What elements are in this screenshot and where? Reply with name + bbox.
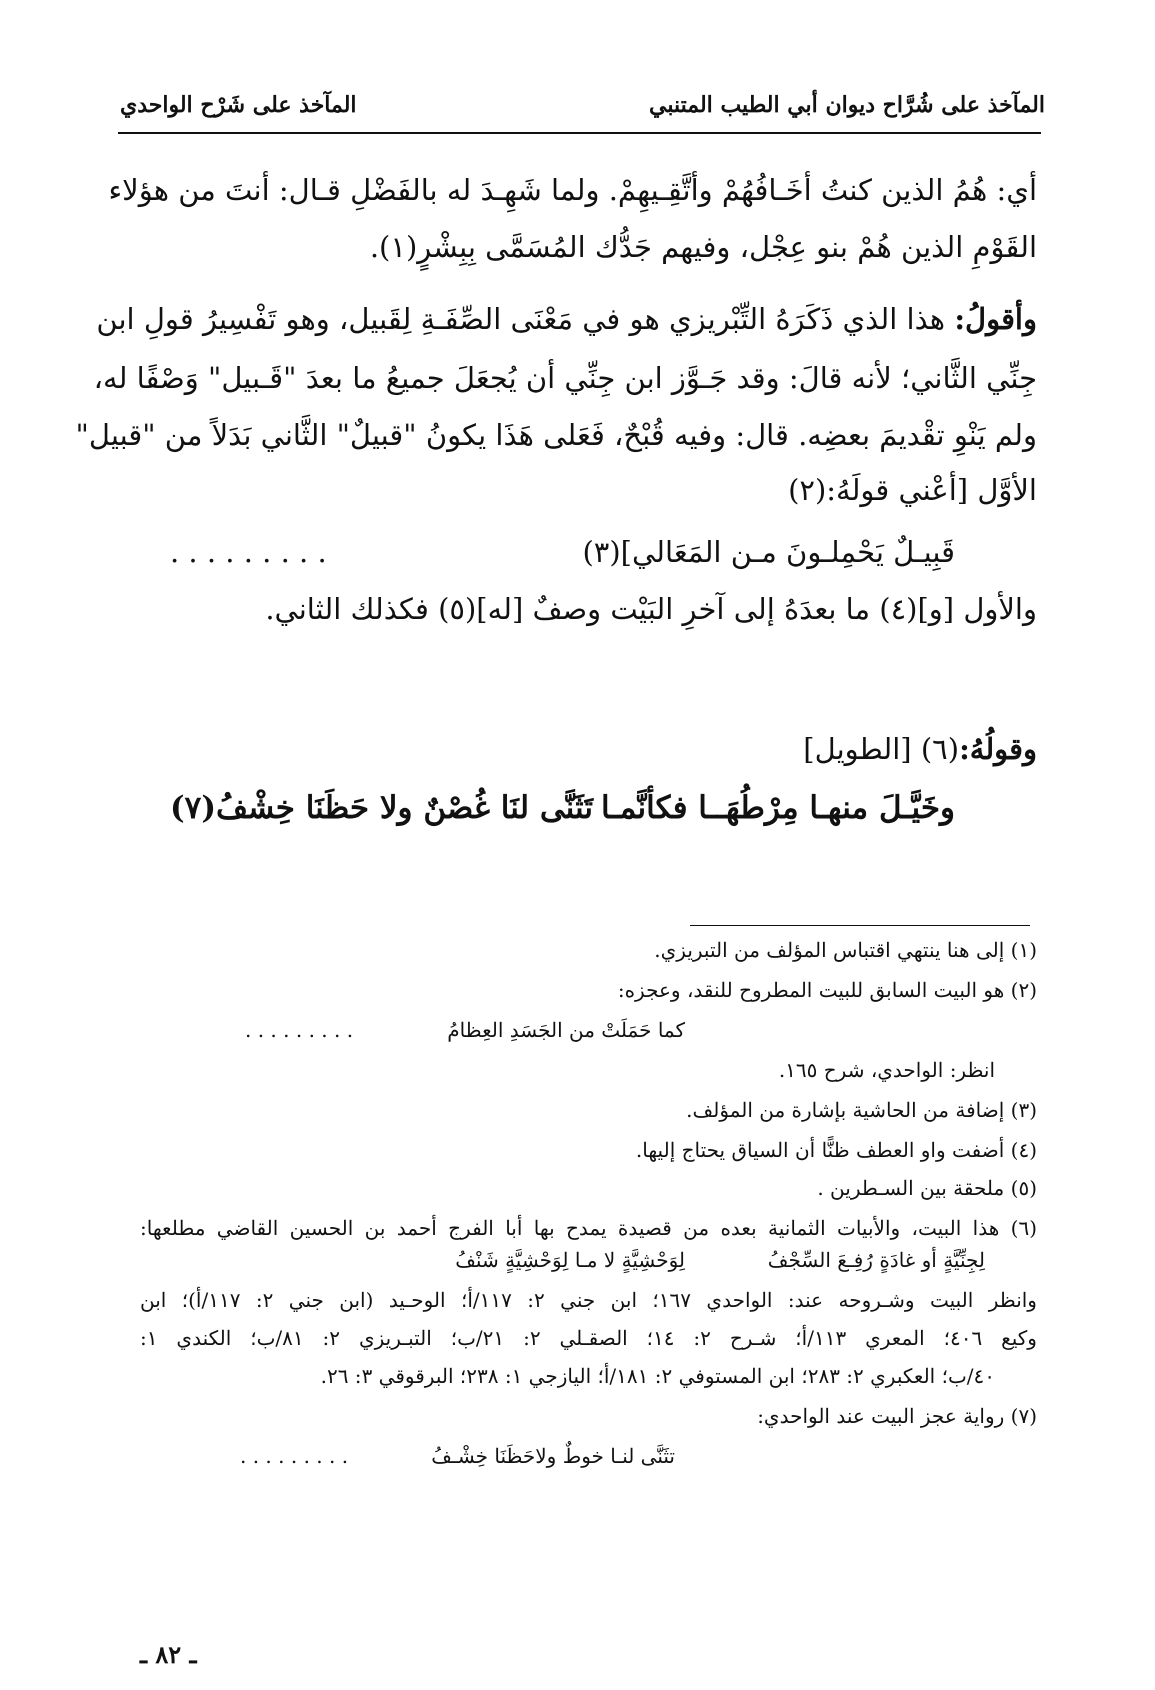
body-line-4: جِنِّي الثَّاني؛ لأنه قالَ: وقد جَـوَّز ابن جِنِّي أن يُجعَلَ جميعُ ما بعدَ "قَـبيل" وَصْفًا له، [93, 361, 1037, 395]
verse-1 [170, 535, 955, 571]
footnote-1: (١) إلى هنا ينتهي اقتباس المؤلف من التبريزي. [654, 938, 1037, 962]
footnote-6: (٦) هذا البيت، والأبيات الثمانية بعده من قصيدة يمدح بها أبا الفرج أحمد بن الحسين القاضي مطلعها: [140, 1216, 1037, 1240]
verse-2-second-hemistich: تَثَنَّى لنَا غُصْنٌ ولا حَظَنَا خِشْفُ(٧) [170, 790, 594, 826]
footnote-6-sources-3: ٤٠/ب؛ العكبري ٢: ٢٨٣؛ ابن المستوفي ٢: ١٨١/أ؛ اليازجي ١: ٢٣٨؛ البرقوقي ٣: ٢٦. [320, 1364, 995, 1388]
footnote-6-verse-second: لِوَحْشِيَّةٍ لا مـا لِوَحْشِيَّةٍ شَنْفُ [455, 1248, 685, 1272]
body-line-8 [803, 732, 1037, 766]
footnote-2-verse: كما حَمَلَتْ من الجَسَدِ العِظامُ [447, 1018, 685, 1042]
verse-2-first-hemistich: وخَيَّـلَ منهـا مِرْطُهَــا فكأنَّمـا [601, 790, 955, 826]
body-line-2: القَوْمِ الذين هُمْ بنو عِجْل، وفيهم جَدُّك المُسَمَّى بِبِشْرٍ(١). [369, 230, 1037, 264]
footnote-7: (٧) رواية عجز البيت عند الواحدي: [757, 1404, 1037, 1428]
footnote-4: (٤) أضفت واو العطف ظنًّا أن السياق يحتاج إليها. [635, 1138, 1037, 1162]
header-rule [118, 132, 1041, 134]
footnote-6-verse-first: لِجِنِّيَّةٍ أو غادَةٍ رُفِـعَ السِّجْفُ [767, 1248, 985, 1272]
footnote-7-verse: تثَنَّى لنـا خوطٌ ولاحَظَنَا خِشْـفُ [431, 1444, 675, 1468]
lead-word-aqulu: وأقولُ: [954, 302, 1037, 336]
verse-1-ellipsis: . . . . . . . . . [170, 535, 327, 569]
verse-1-first-hemistich: قَبِيـلٌ يَحْمِلـونَ مـن المَعَالي](٣) [582, 535, 955, 569]
body-line-1: أي: هُمُ الذين كنتُ أخَـافُهُمْ وأتَّقِـيهِمْ. ولما شَهِـدَ له بالفَضْلِ قـال: أنتَ من هؤلاء [108, 173, 1037, 207]
footnote-3: (٣) إضافة من الحاشية بإشارة من المؤلف. [686, 1098, 1037, 1122]
running-header-left: المآخذ على شَرْح الواحدي [120, 92, 357, 118]
body-line-5: ولم يَنْوِ تقْديمَ بعضِه. قال: وفيه قُبْحٌ، فَعَلى هَذَا يكونُ "قبيلٌ" الثَّاني بَدَلاً من "قبيل" [75, 418, 1037, 452]
footnote-2-ellipsis: . . . . . . . . . [245, 1018, 354, 1042]
lead-word-qawluhu: وقولُهُ: [959, 732, 1037, 766]
meter-label: (٦) [الطويل] [803, 732, 960, 766]
footnote-7-ellipsis: . . . . . . . . . [240, 1444, 349, 1468]
footnote-6-sources-2: وكيع ٤٠٦؛ المعري ١١٣/أ؛ شـرح ٢: ١٤؛ الصقـلي ٢: ٢١/ب؛ التبـريزي ٢: ٨١/ب؛ الكندي ١: [140, 1326, 1037, 1350]
body-line-7: والأول [و](٤) ما بعدَهُ إلى آخرِ البَيْت وصفٌ [له](٥) فكذلك الثاني. [265, 592, 1037, 626]
body-line-3-text: هذا الذي ذَكَرَهُ التِّبْريزي هو في مَعْنَى الصِّفَـةِ لِقَبيل، وهو تَفْسِيرُ قولِ ابن [96, 302, 955, 336]
footnote-rule [690, 925, 1030, 926]
footnote-5: (٥) ملحقة بين السـطرين . [817, 1176, 1037, 1200]
footnote-2: (٢) هو البيت السابق للبيت المطروح للنقد، وعجزه: [617, 978, 1037, 1002]
verse-2 [170, 790, 955, 828]
footnote-6-sources-1: وانظر البيت وشـروحه عند: الواحدي ١٦٧؛ ابن جني ٢: ١١٧/أ؛ الوحـيد (ابن جني ٢: ١١٧/أ)؛ ابن [140, 1288, 1037, 1312]
page-number: ـ ٨٢ ـ [140, 1640, 197, 1669]
body-line-6: الأوَّل [أعْني قولَهُ:(٢) [788, 473, 1037, 507]
body-line-3 [96, 302, 1037, 336]
footnote-2-reference: انظر: الواحدي، شرح ١٦٥. [778, 1058, 995, 1082]
running-header-right: المآخذ على شُرَّاح ديوان أبي الطيب المتنبي [649, 92, 1045, 118]
